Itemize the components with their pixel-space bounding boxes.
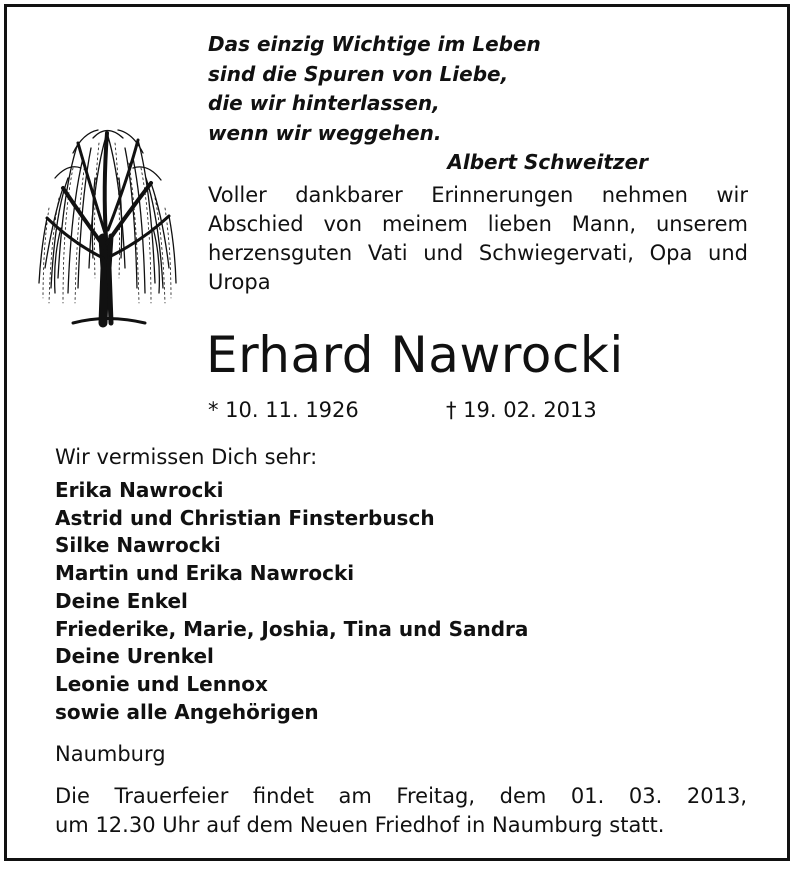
quote-line: Das einzig Wichtige im Leben <box>208 32 541 56</box>
death-date: † 19. 02. 2013 <box>446 398 597 422</box>
service-notice <box>55 782 747 840</box>
mourner-name: Friederike, Marie, Joshia, Tina und Sandra <box>55 616 529 641</box>
quote-author: Albert Schweitzer <box>447 150 648 174</box>
mourner-name: sowie alle Angehörigen <box>55 699 319 724</box>
mourner-name: Silke Nawrocki <box>55 533 221 558</box>
intro-line: Voller dankbarer Erinnerungen nehmen wir <box>208 183 748 207</box>
intro-line: Abschied von meinem lieben Mann, unserem <box>208 212 748 236</box>
service-line: um 12.30 Uhr auf dem Neuen Friedhof in Naumburg statt. <box>55 813 665 837</box>
weeping-tree-icon <box>33 118 181 330</box>
service-line: Die Trauerfeier findet am Freitag, dem 01. 03. 2013, <box>55 784 747 808</box>
mourner-name: Astrid und Christian Finsterbusch <box>55 505 435 530</box>
mourner-name: Martin und Erika Nawrocki <box>55 561 355 586</box>
quote-block <box>208 30 668 178</box>
quote-line: sind die Spuren von Liebe, <box>208 61 509 86</box>
intro-line: Uropa <box>208 270 271 294</box>
quote-line: die wir hinterlassen, <box>208 91 440 115</box>
intro-line: herzensguten Vati und Schwiegervati, Opa und <box>208 241 748 265</box>
mourner-name: Deine Enkel <box>55 588 188 613</box>
mourners-heading: Wir vermissen Dich sehr: <box>55 445 318 469</box>
mourners-list <box>55 477 528 726</box>
mourner-name: Deine Urenkel <box>55 644 214 669</box>
mourner-name: Leonie und Lennox <box>55 671 268 696</box>
mourner-name: Erika Nawrocki <box>55 478 224 502</box>
deceased-name: Erhard Nawrocki <box>206 326 624 384</box>
birth-date: * 10. 11. 1926 <box>208 398 359 422</box>
intro-text <box>208 181 748 297</box>
quote-line: wenn wir weggehen. <box>208 120 442 145</box>
place-name: Naumburg <box>55 742 166 766</box>
